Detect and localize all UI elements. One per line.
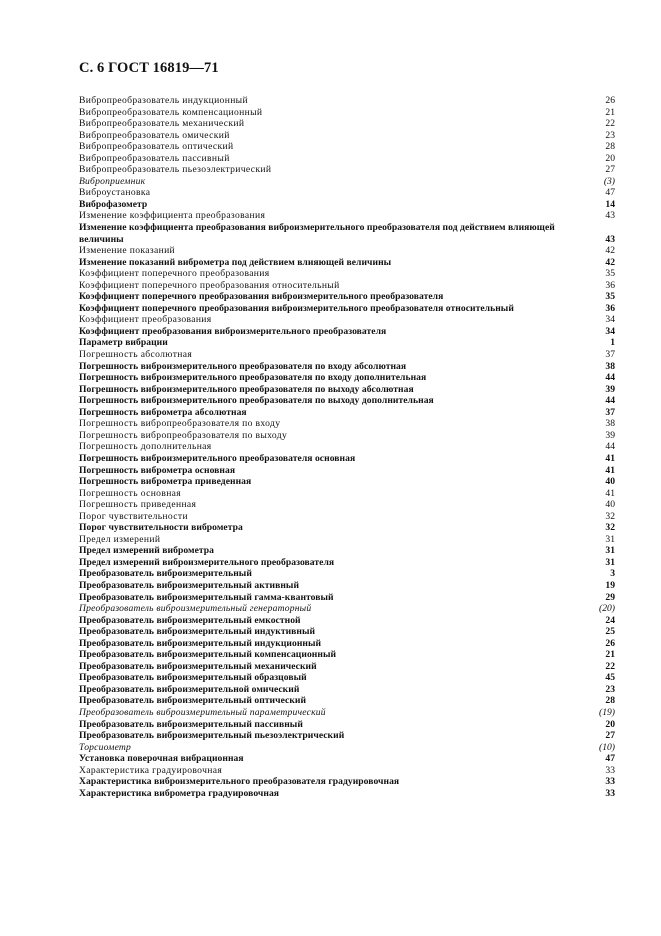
index-term: Погрешность абсолютная (79, 349, 193, 361)
index-term: Характеристика виброизмерительного преобразователя градуировочная (79, 776, 400, 788)
index-page-number: 35 (605, 268, 615, 280)
index-entry (79, 453, 615, 465)
index-entry (79, 534, 615, 546)
index-term: Изменение показаний (79, 245, 176, 257)
index-term: Преобразователь виброизмерительный гамма-квантовый (79, 591, 334, 603)
index-term: Преобразователь виброизмерительной омический (79, 683, 300, 695)
index-term: Виброприемник (79, 175, 146, 187)
index-term: Характеристика виброметра градуировочная (79, 787, 280, 799)
index-page-number: 27 (605, 730, 615, 742)
index-entry (79, 187, 615, 199)
index-term: Погрешность виброизмерительного преобразователя по входу дополнительная (79, 372, 427, 384)
index-term: Погрешность виброизмерительного преобразователя по выходу дополнительная (79, 395, 434, 407)
index-entry (79, 707, 615, 719)
index-entry (79, 615, 615, 627)
index-entry (79, 314, 615, 326)
index-entry (79, 303, 615, 315)
page-header: С. 6 ГОСТ 16819—71 (79, 60, 219, 76)
index-entry (79, 557, 615, 569)
index-term: Погрешность виброметра приведенная (79, 476, 252, 488)
index-entry (79, 661, 615, 673)
index-term: Погрешность приведенная (79, 499, 197, 511)
index-entry (79, 118, 615, 130)
index-entry (79, 361, 615, 373)
index-page-number: 3 (610, 568, 615, 580)
index-entry (79, 684, 615, 696)
index-entry (79, 730, 615, 742)
index-entry (79, 199, 615, 211)
index-entry (79, 430, 615, 442)
index-term: Погрешность виброизмерительного преобразователя основная (79, 452, 356, 464)
index-entry (79, 176, 615, 188)
index-page-number: 40 (605, 476, 615, 488)
index-term: Преобразователь виброизмерительный генераторный (79, 603, 312, 615)
index-entry (79, 649, 615, 661)
index-page-number: 22 (605, 118, 615, 130)
index-entry (79, 280, 615, 292)
index-entry (79, 742, 615, 754)
index-term: Коэффициент преобразования виброизмерительного преобразователя (79, 325, 387, 337)
index-page-number: 26 (605, 95, 615, 106)
index-page-number: 39 (605, 429, 615, 441)
index-entry (79, 488, 615, 500)
index-entry (79, 580, 615, 592)
index-term: Вибропреобразователь пьезоэлектрический (79, 164, 272, 176)
index-page-number: 31 (605, 533, 615, 545)
index-term: Погрешность вибропреобразователя по входу (79, 418, 281, 430)
index-term: Вибропреобразователь омический (79, 129, 230, 141)
index-entry (79, 291, 615, 303)
index-entry (79, 141, 615, 153)
index-term: Коэффициент поперечного преобразования виброизмерительного преобразователя (79, 291, 444, 303)
index-page-number: 29 (605, 591, 615, 603)
index-page-number: 44 (605, 395, 615, 407)
index-page-number: 41 (605, 464, 615, 476)
index-page-number: 35 (605, 291, 615, 303)
index-page-number: 24 (605, 614, 615, 626)
index-entry (79, 130, 615, 142)
index-page-number: (19) (599, 706, 615, 718)
index-page-number: 21 (605, 649, 615, 661)
index-entry (79, 441, 615, 453)
index-term: Изменение показаний виброметра под действием влияющей величины (79, 256, 392, 268)
index-page-number: 31 (605, 556, 615, 568)
index-entry (79, 384, 615, 396)
index-page-number: 32 (605, 510, 615, 522)
index-term: Преобразователь виброизмерительный емкостной (79, 614, 301, 626)
index-entry (79, 222, 615, 234)
index-term: Погрешность вибропреобразователя по выходу (79, 429, 288, 441)
index-term: Преобразователь виброизмерительный оптический (79, 695, 307, 707)
index-entry (79, 153, 615, 165)
index-page-number: 28 (605, 141, 615, 153)
index-page-number: 23 (605, 129, 615, 141)
index-page-number: 31 (605, 545, 615, 557)
index-term: Вибропреобразователь индукционный (79, 95, 248, 106)
index-term: Преобразователь виброизмерительный индукционный (79, 637, 322, 649)
index-entry (79, 511, 615, 523)
index-entry (79, 465, 615, 477)
index-entry (79, 603, 615, 615)
index-term: Изменение коэффициента преобразования виброизмерительного преобразователя под действием влияющей (79, 222, 555, 234)
index-term: Вибропреобразователь компенсационный (79, 106, 263, 118)
index-page-number: 39 (605, 383, 615, 395)
index-entry (79, 337, 615, 349)
index-term: Предел измерений (79, 533, 161, 545)
index-term: Предел измерений виброметра (79, 545, 214, 557)
index-entry (79, 499, 615, 511)
index-term: Погрешность дополнительная (79, 441, 212, 453)
index-entry (79, 522, 615, 534)
index-term: Преобразователь виброизмерительный компенсационный (79, 649, 337, 661)
index-page-number: 44 (605, 441, 615, 453)
index-term: Виброустановка (79, 187, 151, 199)
index-term: Параметр вибрации (79, 337, 168, 349)
index-term: Коэффициент поперечного преобразования относительный (79, 279, 340, 291)
index-entry (79, 753, 615, 765)
index-page-number: 42 (605, 245, 615, 257)
index-term: Преобразователь виброизмерительный индуктивный (79, 626, 316, 638)
index-entry (79, 164, 615, 176)
index-entry (79, 326, 615, 338)
index-page-number: 1 (610, 337, 615, 349)
index-term: Характеристика градуировочная (79, 764, 223, 776)
index-term: Погрешность виброизмерительного преобразователя по входу абсолютная (79, 360, 407, 372)
index-term: Вибропреобразователь механический (79, 118, 245, 130)
index-page-number: 36 (605, 279, 615, 291)
index-term: Торсиометр (79, 741, 132, 753)
index-entry (79, 776, 615, 788)
index-page-number: 25 (605, 626, 615, 638)
index-page-number: 33 (605, 764, 615, 776)
index-term: Преобразователь виброизмерительный (79, 568, 252, 580)
index-term: Установка поверочная вибрационная (79, 753, 244, 765)
index-entry (79, 407, 615, 419)
index-entry (79, 418, 615, 430)
index-page-number: 32 (605, 522, 615, 534)
index-entry (79, 765, 615, 777)
index-term: Порог чувствительности (79, 510, 188, 522)
index-page-number: 20 (605, 152, 615, 164)
index-entry (79, 638, 615, 650)
index-entry (79, 568, 615, 580)
index-page-number: 28 (605, 695, 615, 707)
term-index (79, 95, 615, 799)
index-page-number: 21 (605, 106, 615, 118)
index-term: Преобразователь виброизмерительный активный (79, 579, 300, 591)
index-entry (79, 672, 615, 684)
index-entry (79, 545, 615, 557)
index-entry (79, 695, 615, 707)
index-page-number: 38 (605, 360, 615, 372)
index-entry (79, 234, 615, 246)
index-term: Вибропреобразователь пассивный (79, 152, 230, 164)
index-term: Изменение коэффициента преобразования (79, 210, 266, 222)
index-entry (79, 268, 615, 280)
index-page-number: 41 (605, 487, 615, 499)
index-entry (79, 719, 615, 731)
index-entry (79, 592, 615, 604)
index-entry (79, 245, 615, 257)
index-page-number: 43 (605, 233, 615, 245)
index-term: Преобразователь виброизмерительный параметрический (79, 706, 326, 718)
index-term: Коэффициент преобразования (79, 314, 212, 326)
index-page-number: 27 (605, 164, 615, 176)
index-entry (79, 257, 615, 269)
index-term: Погрешность виброизмерительного преобразователя по выходу абсолютная (79, 383, 414, 395)
index-term: Коэффициент поперечного преобразования (79, 268, 270, 280)
index-page-number: (10) (599, 741, 615, 753)
index-entry (79, 372, 615, 384)
index-page-number: 47 (605, 187, 615, 199)
index-term: Погрешность виброметра основная (79, 464, 236, 476)
index-page-number: 22 (605, 660, 615, 672)
index-term: Вибропреобразователь оптический (79, 141, 234, 153)
index-term: Виброфазометр (79, 198, 148, 210)
index-term: величины (79, 233, 124, 245)
index-page-number: 33 (605, 776, 615, 788)
index-entry (79, 349, 615, 361)
index-term: Преобразователь виброизмерительный пассивный (79, 718, 303, 730)
index-page-number: (20) (599, 603, 615, 615)
index-entry (79, 107, 615, 119)
index-page-number: 14 (605, 198, 615, 210)
index-page-number: 38 (605, 418, 615, 430)
index-page-number: 34 (605, 325, 615, 337)
index-term: Преобразователь виброизмерительный пьезоэлектрический (79, 730, 345, 742)
index-page-number: 20 (605, 718, 615, 730)
index-entry (79, 395, 615, 407)
index-term: Погрешность виброметра абсолютная (79, 406, 247, 418)
index-term: Погрешность основная (79, 487, 182, 499)
index-page-number: 26 (605, 637, 615, 649)
index-page-number: 47 (605, 753, 615, 765)
index-term: Предел измерений виброизмерительного преобразователя (79, 556, 335, 568)
index-page-number: 37 (605, 406, 615, 418)
index-page-number: 45 (605, 672, 615, 684)
index-page-number: 33 (605, 787, 615, 799)
index-page-number: 43 (605, 210, 615, 222)
index-term: Преобразователь виброизмерительный образцовый (79, 672, 307, 684)
index-page-number: 44 (605, 372, 615, 384)
index-entry (79, 95, 615, 107)
index-term: Преобразователь виброизмерительный механический (79, 660, 317, 672)
index-page-number: 41 (605, 452, 615, 464)
index-term: Коэффициент поперечного преобразования виброизмерительного преобразователя относительный (79, 302, 514, 314)
index-page-number: 19 (605, 579, 615, 591)
index-term: Порог чувствительности виброметра (79, 522, 243, 534)
index-entry (79, 788, 615, 800)
index-entry (79, 626, 615, 638)
index-page-number: 34 (605, 314, 615, 326)
index-page-number: 42 (605, 256, 615, 268)
index-page-number: 23 (605, 683, 615, 695)
index-page-number: 40 (605, 499, 615, 511)
index-entry (79, 210, 615, 222)
index-page-number: 37 (605, 349, 615, 361)
index-page-number: (3) (603, 175, 615, 187)
index-entry (79, 476, 615, 488)
index-page-number: 36 (605, 302, 615, 314)
